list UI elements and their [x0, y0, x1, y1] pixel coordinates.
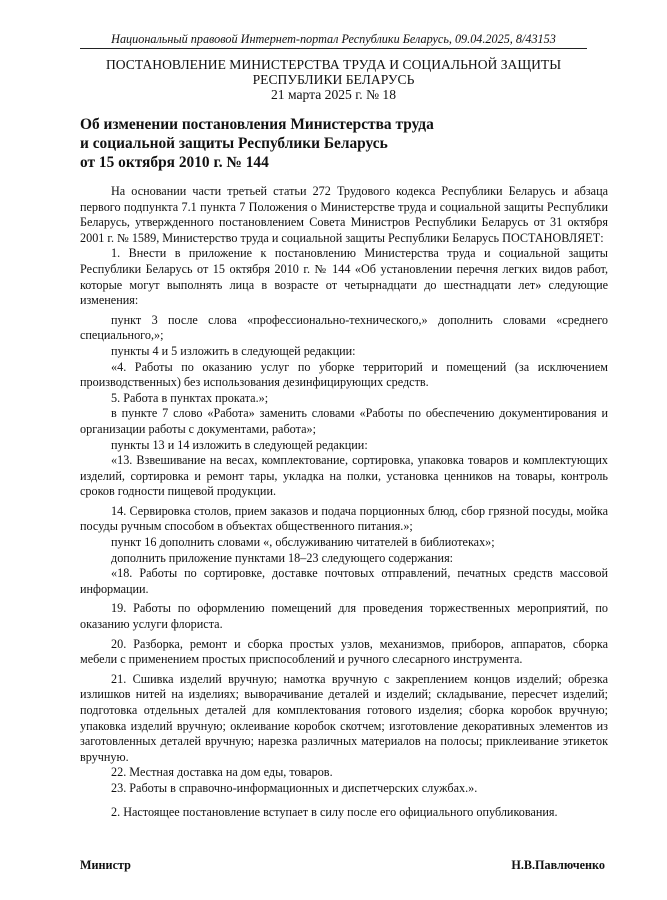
- paragraph-1: 1. Внести в приложение к постановлению Министерства труда и социальной защиты Республики Беларусь от 15 октября 2010 г. № 144 «Об установлении перечня легких видов работ, которые могут выполнять лица в возрасте от четырнадцати до шестнадцати лет» следующие изменения:: [80, 246, 608, 308]
- resolution-line-1: ПОСТАНОВЛЕНИЕ МИНИСТЕРСТВА ТРУДА И СОЦИАЛЬНОЙ ЗАЩИТЫ: [105, 57, 562, 72]
- resolution-heading: [80, 57, 587, 102]
- paragraph-16: 22. Местная доставка на дом еды, товаров.: [111, 765, 333, 780]
- paragraph-14: 20. Разборка, ремонт и сборка простых узлов, механизмов, приборов, аппаратов, сборка мебели с применением простых приспособлений и ручного слесарного инструмента.: [80, 636, 608, 667]
- resolution-date-number: 21 марта 2025 г. № 18: [270, 87, 397, 102]
- preamble-paragraph: На основании части третьей статьи 272 Трудового кодекса Республики Беларусь и абзаца первого подпункта 7.1 пункта 7 Положения о Министерстве труда и социальной защиты Республики Беларусь, утвержденного постановлением Совета Министров Республики Беларусь от 31 октября 2001 г. № 1589, Министерство труда и социальной защиты Республики Беларусь ПОСТАНОВЛЯЕТ:: [80, 184, 608, 245]
- paragraph-2: пункт 3 после слова «профессионально-технического,» дополнить словами «среднего специального,»;: [80, 312, 608, 343]
- title-line-1: Об изменении постановления Министерства труда: [80, 116, 434, 133]
- paragraph-17: 23. Работы в справочно-информационных и диспетчерских службах.».: [111, 780, 478, 795]
- paragraph-3: пункты 4 и 5 изложить в следующей редакции:: [111, 343, 356, 358]
- paragraph-7: пункты 13 и 14 изложить в следующей редакции:: [111, 437, 368, 452]
- paragraph-15: 21. Сшивка изделий вручную; намотка вручную с закреплением концов изделий; обрезка излишков нитей на изделиях; выворачивание деталей и изделий; складывание, пересчет изделий; подготовка отдельных деталей для комплектования готового изделия; сборка коробок вручную; упаковка изделий вручную; оклеивание коробок скотчем; изготовление декоративных элементов из заготовленных деталей вручную; нарезка различных материалов на полосы; приклеивание этикеток вручную.: [80, 671, 608, 764]
- paragraph-11: дополнить приложение пунктами 18–23 следующего содержания:: [111, 550, 454, 565]
- document-body: [80, 184, 608, 820]
- source-header: Национальный правовой Интернет-портал Республики Беларусь, 09.04.2025, 8/43153: [111, 32, 556, 46]
- title-line-2: и социальной защиты Республики Беларусь: [80, 135, 388, 152]
- paragraph-4: «4. Работы по оказанию услуг по уборке территорий и помещений (за исключением производственных) без использования дезинфицирующих средств.: [80, 359, 608, 390]
- signature-position: Министр: [80, 858, 131, 872]
- paragraph-12: «18. Работы по сортировке, доставке почтовых отправлений, печатных средств массовой информации.: [80, 566, 608, 596]
- signature-name: Н.В.Павлюченко: [511, 858, 605, 872]
- paragraph-8: «13. Взвешивание на весах, комплектование, сортировка, упаковка товаров и комплектующих изделий, сортировка и ремонт тары, укладка на полки, установка ценников на товары, контроль сроков годности пищевой продукции.: [80, 453, 608, 499]
- title-line-3: от 15 октября 2010 г. № 144: [80, 154, 269, 171]
- paragraph-13: 19. Работы по оформлению помещений для проведения торжественных мероприятий, по оказанию услуги флориста.: [80, 601, 608, 632]
- paragraph-9: 14. Сервировка столов, прием заказов и подача порционных блюд, сбор грязной посуды, мойка посуды ручным способом в объектах общественного питания.»;: [80, 503, 608, 534]
- paragraph-18: 2. Настоящее постановление вступает в силу после его официального опубликования.: [111, 804, 558, 819]
- paragraph-10: пункт 16 дополнить словами «, обслуживанию читателей в библиотеках»;: [111, 535, 495, 550]
- document-title: [80, 115, 587, 172]
- paragraph-5: 5. Работа в пунктах проката.»;: [111, 390, 269, 405]
- paragraph-6: в пункте 7 слово «Работа» заменить словами «Работы по обеспечению документирования и организации работы с документами, работа»;: [80, 406, 608, 436]
- header-divider: [80, 48, 587, 49]
- resolution-line-2: РЕСПУБЛИКИ БЕЛАРУСЬ: [252, 72, 415, 87]
